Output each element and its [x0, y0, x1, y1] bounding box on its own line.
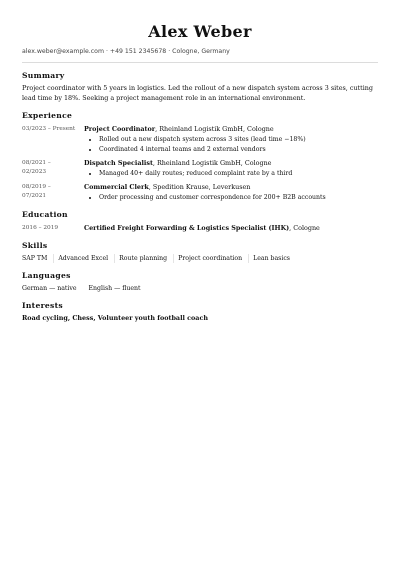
job-bullets [84, 135, 378, 155]
skill-item: Project coordination [178, 254, 249, 263]
experience-section [22, 111, 378, 202]
skill-item: Lean basics [253, 255, 290, 263]
interests-section [22, 301, 378, 323]
contact-line: alex.weber@example.com · +49 151 2345678 · Cologne, Germany [22, 48, 230, 55]
job-date: 03/2023 – Present [22, 126, 76, 133]
job-entry [22, 125, 378, 155]
job-bullet: • Managed 40+ daily routes; reduced complaint rate by a third [99, 169, 378, 179]
summary-heading: Summary [22, 71, 65, 80]
education-degree: Certified Freight Forwarding & Logistics Specialist (IHK) [84, 224, 290, 233]
education-entry [22, 224, 378, 233]
languages-heading: Languages [22, 271, 71, 281]
job-company: , Rheinland Logistik GmbH, Cologne [155, 125, 274, 134]
experience-heading: Experience [22, 111, 73, 121]
skills-section [22, 241, 378, 263]
summary-text: Project coordinator with 5 years in logistics. Led the rollout of a new dispatch system across 3 sites, cutting lead time by 18%. Seeking a project management role in an international environment. [22, 84, 373, 102]
job-entry [22, 183, 378, 203]
job-bullet: • Order processing and customer correspondence for 200+ B2B accounts [99, 193, 378, 203]
job-title: Dispatch Specialist [84, 158, 153, 167]
skill-item: Advanced Excel [58, 254, 115, 263]
job-bullets [84, 169, 378, 179]
job-title: Commercial Clerk [84, 182, 149, 191]
job-date: 08/2021 – 02/2023 [22, 159, 51, 175]
job-entry [22, 159, 378, 179]
language-item: German — native [22, 285, 77, 293]
education-place: , Cologne [289, 224, 320, 233]
job-company: , Rheinland Logistik GmbH, Cologne [152, 158, 272, 167]
languages-list [22, 284, 378, 293]
skills-heading: Skills [22, 241, 48, 251]
job-bullet: • Rolled out a new dispatch system across 3 sites (lead time −18%) [99, 135, 378, 145]
skill-item: Route planning [119, 254, 174, 263]
interests-text: Road cycling, Chess, Volunteer youth football coach [22, 314, 208, 323]
interests-heading: Interests [22, 301, 64, 311]
language-item: English — fluent [88, 285, 141, 293]
languages-section [22, 271, 378, 293]
job-company: , Spedition Krause, Leverkusen [148, 182, 251, 191]
job-date: 08/2019 – 07/2021 [22, 183, 51, 199]
education-heading: Education [22, 210, 68, 220]
summary-section [22, 71, 378, 103]
education-section [22, 210, 378, 233]
skills-list [22, 254, 378, 263]
education-date: 2016 – 2019 [22, 225, 59, 232]
job-title: Project Coordinator [84, 125, 156, 134]
job-bullet: • Coordinated 4 internal teams and 2 external vendors [99, 145, 378, 155]
skill-item: SAP TM [22, 254, 54, 263]
header-divider [22, 62, 378, 63]
job-bullets [84, 193, 378, 203]
candidate-name: Alex Weber [148, 22, 252, 41]
